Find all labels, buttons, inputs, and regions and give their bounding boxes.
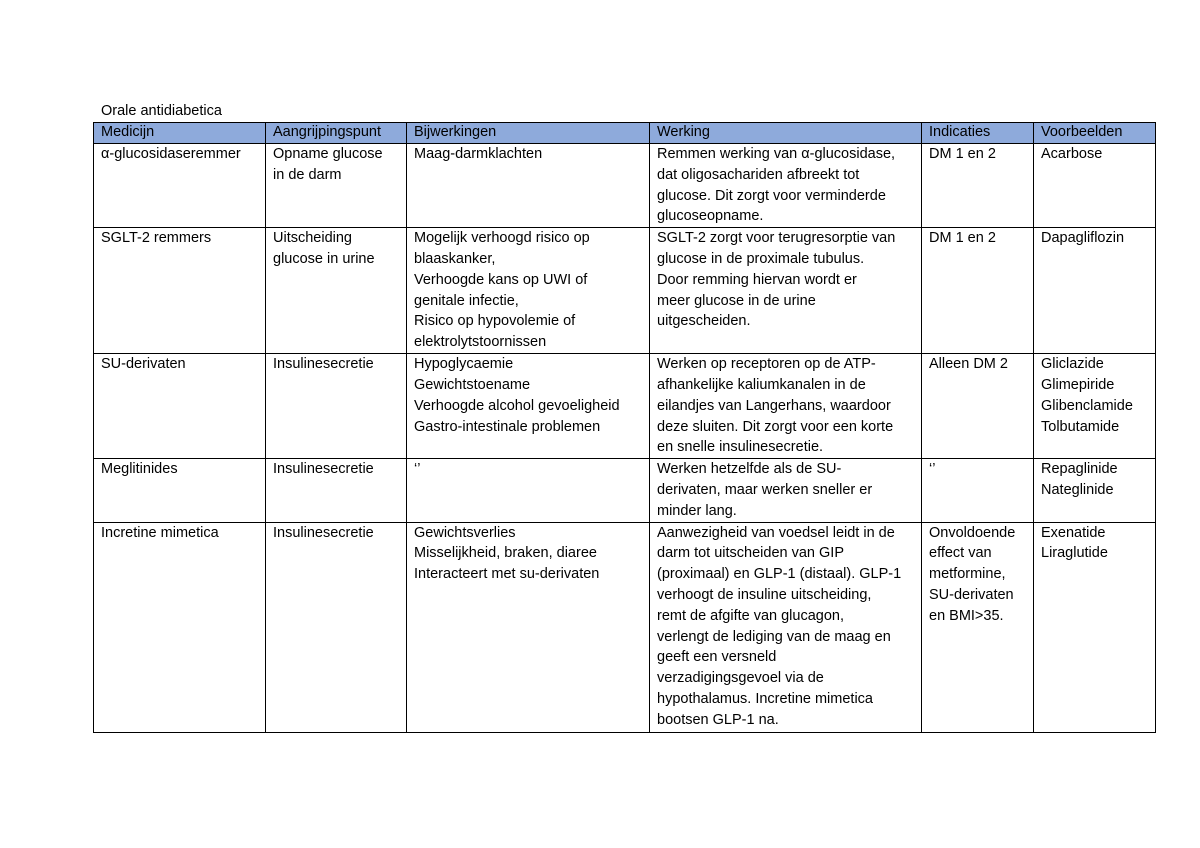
header-cell-medicijn: Medicijn bbox=[94, 123, 266, 144]
header-row bbox=[94, 123, 1156, 144]
document-title: Orale antidiabetica bbox=[101, 103, 222, 119]
table-cell: Opname glucose in de darm bbox=[266, 144, 407, 228]
header-cell-indicaties: Indicaties bbox=[922, 123, 1034, 144]
antidiabetics-table bbox=[93, 122, 1156, 733]
table-cell: Dapagliflozin bbox=[1034, 228, 1156, 354]
table-row bbox=[94, 522, 1156, 732]
table-cell: Aanwezigheid van voedsel leidt in de darm tot uitscheiden van GIP (proximaal) en GLP-1 (distaal). GLP-1 verhoogt de insuline uitscheiding, remt de afgifte van glucagon, verlengt de lediging van de maag en geeft een versneld verzadigingsgevoel via de hypothalamus. Incretine mimetica bootsen GLP-1 na. bbox=[650, 522, 922, 732]
header-cell-bijwerkingen: Bijwerkingen bbox=[407, 123, 650, 144]
table-cell: ‘’ bbox=[922, 459, 1034, 522]
table-cell: SGLT-2 remmers bbox=[94, 228, 266, 354]
table-cell: DM 1 en 2 bbox=[922, 228, 1034, 354]
table-cell: Werken op receptoren op de ATP- afhankelijke kaliumkanalen in de eilandjes van Langerhans, waardoor deze sluiten. Dit zorgt voor een korte en snelle insulinesecretie. bbox=[650, 354, 922, 459]
table-cell: Uitscheiding glucose in urine bbox=[266, 228, 407, 354]
table-cell: Acarbose bbox=[1034, 144, 1156, 228]
table-cell: Gewichtsverlies Misselijkheid, braken, diaree Interacteert met su-derivaten bbox=[407, 522, 650, 732]
table-cell: Insulinesecretie bbox=[266, 522, 407, 732]
table-cell: ‘’ bbox=[407, 459, 650, 522]
table-cell: Insulinesecretie bbox=[266, 459, 407, 522]
table-cell: Repaglinide Nateglinide bbox=[1034, 459, 1156, 522]
table-cell: Meglitinides bbox=[94, 459, 266, 522]
table-row bbox=[94, 354, 1156, 459]
table-cell: Incretine mimetica bbox=[94, 522, 266, 732]
table-cell: SGLT-2 zorgt voor terugresorptie van glucose in de proximale tubulus. Door remming hiervan wordt er meer glucose in de urine uitgescheiden. bbox=[650, 228, 922, 354]
table-row bbox=[94, 228, 1156, 354]
table-cell: Maag-darmklachten bbox=[407, 144, 650, 228]
table-cell: Hypoglycaemie Gewichtstoename Verhoogde alcohol gevoeligheid Gastro-intestinale problemen bbox=[407, 354, 650, 459]
header-cell-voorbeelden: Voorbeelden bbox=[1034, 123, 1156, 144]
table-cell: Werken hetzelfde als de SU- derivaten, maar werken sneller er minder lang. bbox=[650, 459, 922, 522]
table-cell: Insulinesecretie bbox=[266, 354, 407, 459]
table-cell: Alleen DM 2 bbox=[922, 354, 1034, 459]
table-row bbox=[94, 144, 1156, 228]
table-cell: Remmen werking van α-glucosidase, dat oligosachariden afbreekt tot glucose. Dit zorgt voor verminderde glucoseopname. bbox=[650, 144, 922, 228]
table-cell: α-glucosidaseremmer bbox=[94, 144, 266, 228]
table-row bbox=[94, 459, 1156, 522]
table-cell: Mogelijk verhoogd risico op blaaskanker, Verhoogde kans op UWI of genitale infectie, Risico op hypovolemie of elektrolytstoornissen bbox=[407, 228, 650, 354]
header-cell-aangrijpingspunt: Aangrijpingspunt bbox=[266, 123, 407, 144]
header-cell-werking: Werking bbox=[650, 123, 922, 144]
table-cell: Onvoldoende effect van metformine, SU-derivaten en BMI>35. bbox=[922, 522, 1034, 732]
table-cell: Gliclazide Glimepiride Glibenclamide Tolbutamide bbox=[1034, 354, 1156, 459]
table-cell: DM 1 en 2 bbox=[922, 144, 1034, 228]
table-cell: SU-derivaten bbox=[94, 354, 266, 459]
table-cell: Exenatide Liraglutide bbox=[1034, 522, 1156, 732]
